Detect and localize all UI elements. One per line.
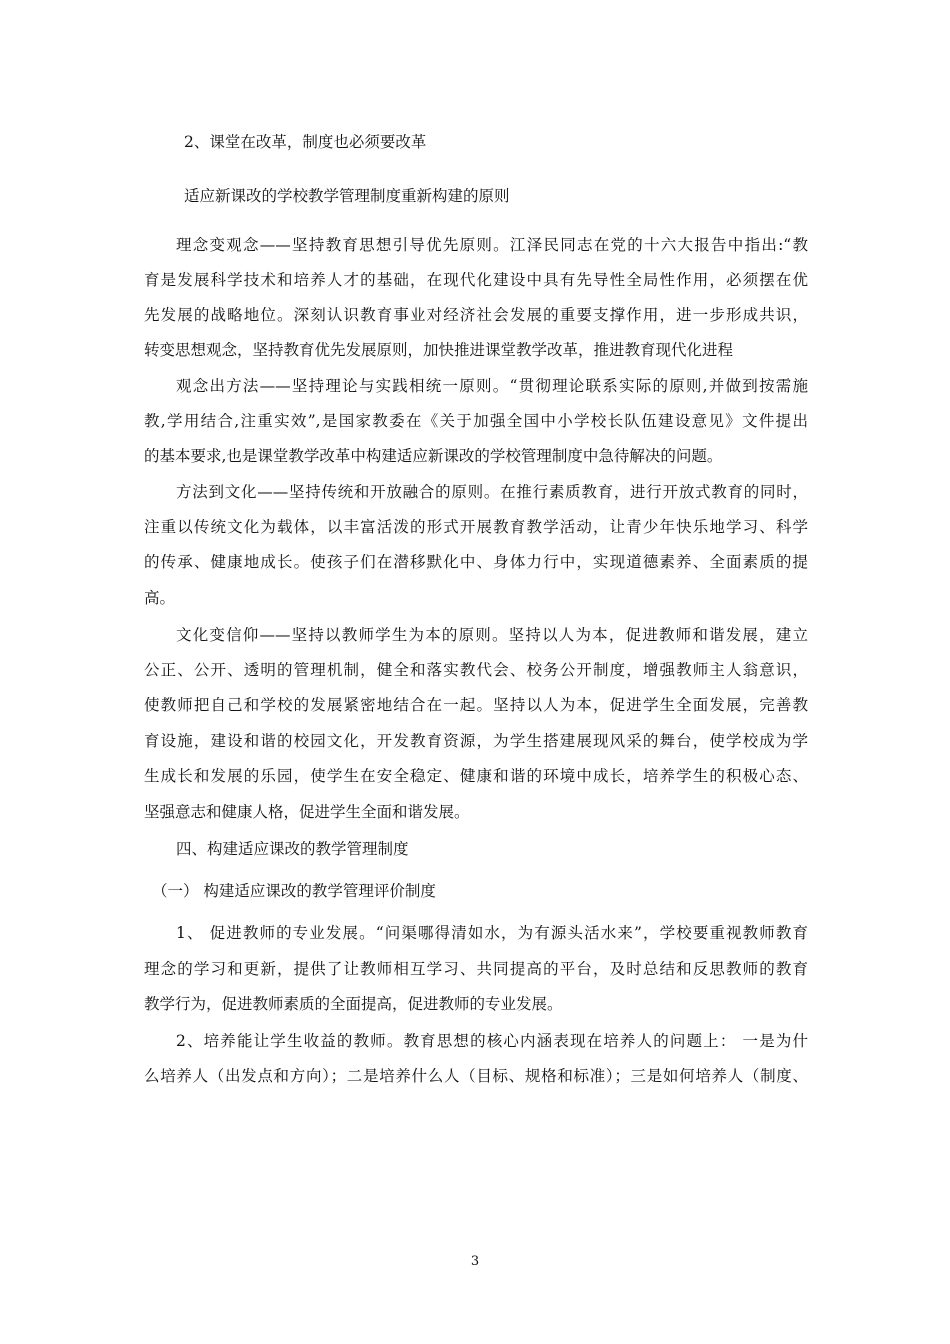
paragraph-line: 1、 促进教师的专业发展。“问渠哪得清如水，为有源头活水来”，学校要重视教师教育 — [176, 924, 808, 942]
paragraph-line: 2、培养能让学生收益的教师。教育思想的核心内涵表现在培养人的问题上： 一是为什 — [176, 1032, 808, 1050]
paragraph-line: 教,学用结合,注重实效”,是国家教委在《关于加强全国中小学校长队伍建设意见》文件提出 — [144, 412, 808, 430]
paragraph-line: 教学行为，促进教师素质的全面提高，促进教师的专业发展。 — [144, 995, 563, 1013]
paragraph-line: 转变思想观念，坚持教育优先发展原则，加快推进课堂教学改革，推进教育现代化进程 — [144, 341, 734, 359]
page-number: 3 — [470, 1254, 480, 1269]
paragraph-line: 高。 — [144, 589, 176, 607]
paragraph-line: 育设施，建设和谐的校园文化，开发教育资源，为学生搭建展现风采的舞台，使学校成为学 — [144, 732, 808, 750]
paragraph-line: 公正、公开、透明的管理机制，健全和落实教代会、校务公开制度，增强教师主人翁意识， — [144, 661, 808, 679]
paragraph-line: 理念变观念——坚持教育思想引导优先原则。江泽民同志在党的十六大报告中指出:“教 — [176, 236, 808, 254]
paragraph-line: 方法到文化——坚持传统和开放融合的原则。在推行素质教育，进行开放式教育的同时， — [176, 483, 808, 501]
paragraph-line: 的基本要求,也是课堂教学改革中构建适应新课改的学校管理制度中急待解决的问题。 — [144, 447, 723, 465]
paragraph-line: 文化变信仰——坚持以教师学生为本的原则。坚持以人为本，促进教师和谐发展，建立 — [176, 626, 808, 644]
section-heading: 2、课堂在改革，制度也必须要改革 — [184, 133, 427, 151]
paragraph-line: 使教师把自己和学校的发展紧密地结合在一起。坚持以人为本，促进学生全面发展，完善教 — [144, 696, 808, 714]
section-heading: 四、构建适应课改的教学管理制度 — [176, 840, 409, 858]
subsection-heading: 适应新课改的学校教学管理制度重新构建的原则 — [184, 187, 510, 205]
subsection-heading: （一） 构建适应课改的教学管理评价制度 — [152, 882, 436, 900]
paragraph-line: 育是发展科学技术和培养人才的基础，在现代化建设中具有先导性全局性作用，必须摆在优 — [144, 271, 808, 289]
paragraph-line: 坚强意志和健康人格，促进学生全面和谐发展。 — [144, 803, 470, 821]
paragraph-line: 先发展的战略地位。深刻认识教育事业对经济社会发展的重要支撑作用，进一步形成共识， — [144, 306, 808, 324]
paragraph-line: 理念的学习和更新，提供了让教师相互学习、共同提高的平台，及时总结和反思教师的教育 — [144, 960, 808, 978]
paragraph-line: 观念出方法——坚持理论与实践相统一原则。“贯彻理论联系实际的原则,并做到按需施 — [176, 377, 808, 395]
paragraph-line: 生成长和发展的乐园，使学生在安全稳定、健康和谐的环境中成长，培养学生的积极心态、 — [144, 767, 808, 785]
paragraph-line: 的传承、健康地成长。使孩子们在潜移默化中、身体力行中，实现道德素养、全面素质的提 — [144, 553, 808, 571]
paragraph-line: 么培养人（出发点和方向）；二是培养什么人（目标、规格和标准）；三是如何培养人（制度、 — [144, 1067, 808, 1085]
paragraph-line: 注重以传统文化为载体，以丰富活泼的形式开展教育教学活动，让青少年快乐地学习、科学 — [144, 518, 808, 536]
